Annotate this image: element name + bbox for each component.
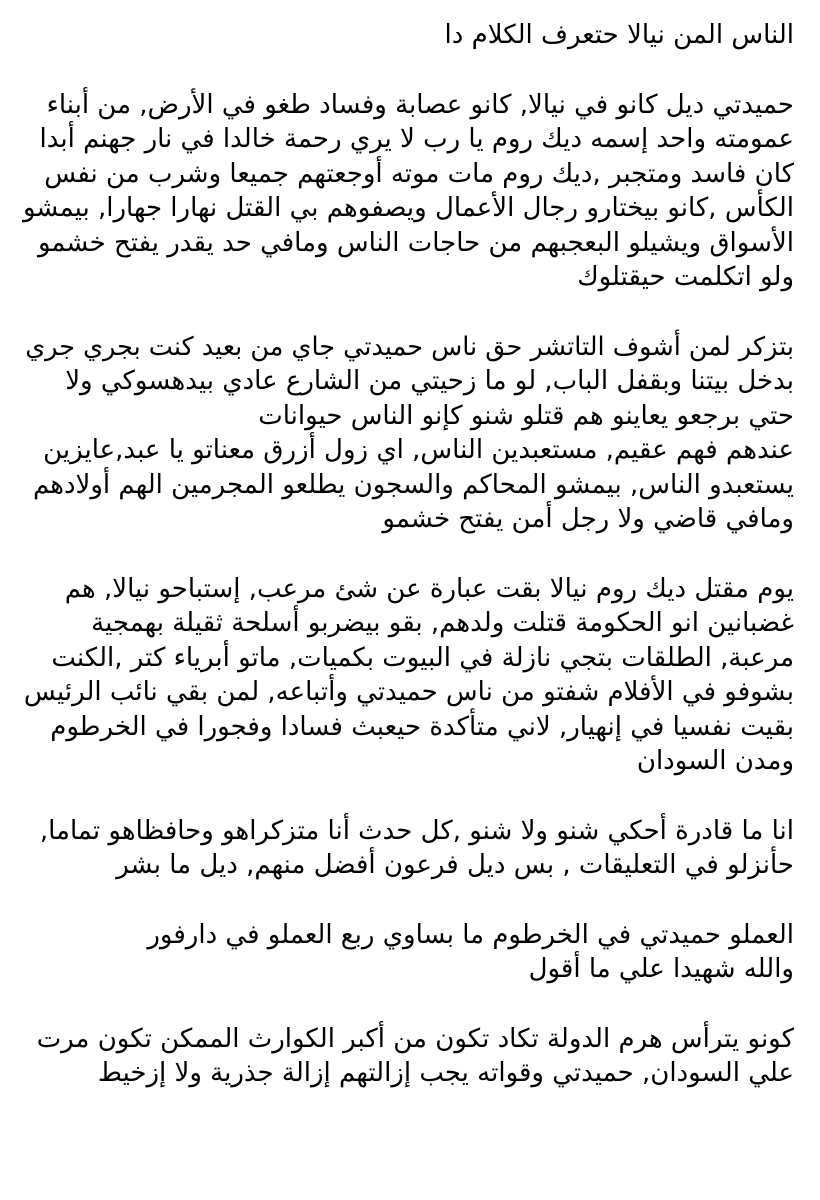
paragraph-3 bbox=[22, 330, 794, 537]
text-line: بقيت نفسيا في إنهيار, لاني متأكدة حيعبث فسادا وفجورا في الخرطوم bbox=[50, 711, 794, 742]
paragraph-2 bbox=[22, 88, 794, 295]
text-line: ومدن السودان bbox=[636, 746, 794, 776]
paragraph-1 bbox=[22, 18, 794, 53]
text-line: غضبانين انو الحكومة قتلت ولدهم, بقو بيضربو أسلحة ثقيلة بهمجية bbox=[91, 608, 794, 638]
text-line: الأسواق ويشيلو البعجبهم من حاجات الناس ومافي حد يقدر يفتح خشمو bbox=[37, 227, 794, 258]
text-line: انا ما قادرة أحكي شنو ولا شنو ,كل حدث أنا متزكراهو وحافظاهو تماما, bbox=[39, 815, 794, 846]
text-line: كونو يترأس هرم الدولة تكاد تكون من أكبر الكوارث الممكن تكون مرت bbox=[36, 1023, 794, 1054]
text-line: بدخل بيتنا وبقفل الباب, لو ما زحيتي من الشارع عادي بيدهسوكي ولا bbox=[65, 366, 794, 396]
text-line: والله شهيدا علي ما أقول bbox=[528, 954, 794, 984]
text-line: حتي برجعو يعاينو هم قتلو شنو كإنو الناس حيوانات bbox=[258, 400, 794, 431]
text-line: ولو اتكلمت حيقتلوك bbox=[577, 262, 794, 292]
text-line: مرعبة, الطلقات بتجي نازلة في البيوت بكميات, ماتو أبرياء كتر ,الكنت bbox=[51, 642, 794, 673]
text-line: يستعبدو الناس, بيمشو المحاكم والسجون يطلعو المجرمين الهم أولادهم bbox=[32, 469, 794, 500]
text-line: العملو حميدتي في الخرطوم ما بساوي ربع العملو في دارفور bbox=[147, 919, 794, 950]
text-line: الكأس ,كانو بيختارو رجال الأعمال ويصفوهم بي القتل نهارا جهارا, بيمشو bbox=[23, 193, 794, 223]
text-line: الناس المن نيالا حتعرف الكلام دا bbox=[444, 20, 794, 50]
text-line: حميدتي ديل كانو في نيالا, كانو عصابة وفساد طغو في الأرض, من أبناء bbox=[46, 89, 794, 120]
paragraph-4 bbox=[22, 572, 794, 779]
paragraph-5 bbox=[22, 814, 794, 883]
text-line: يوم مقتل ديك روم نيالا بقت عبارة عن شئ مرعب, إستباحو نيالا, هم bbox=[64, 573, 794, 604]
text-line: علي السودان, حميدتي وقواته يجب إزالتهم إزالة جذرية ولا إزخيط bbox=[97, 1058, 794, 1088]
text-line: بتزكر لمن أشوف التاتشر حق ناس حميدتي جاي من بعيد كنت بجري جري bbox=[25, 331, 794, 362]
text-line: ومافي قاضي ولا رجل أمن يفتح خشمو bbox=[382, 504, 794, 534]
text-line: كان فاسد ومتجبر ,ديك روم مات موته أوجعتهم جميعا وشرب من نفس bbox=[44, 158, 794, 189]
paragraph-7 bbox=[22, 1022, 794, 1091]
paragraph-6 bbox=[22, 918, 794, 987]
text-line: عمومته واحد إسمه ديك روم يا رب لا يري رحمة خالدا في نار جهنم أبدا bbox=[39, 124, 794, 154]
text-line: حأنزلو في التعليقات , بس ديل فرعون أفضل منهم, ديل ما بشر bbox=[116, 850, 794, 880]
text-line: عندهم فهم عقيم, مستعبدين الناس, اي زول أزرق معناتو يا عبد,عايزين bbox=[43, 435, 794, 465]
text-line: بشوفو في الأفلام شفتو من ناس حميدتي وأتباعه, لمن بقي نائب الرئيس bbox=[23, 677, 794, 707]
